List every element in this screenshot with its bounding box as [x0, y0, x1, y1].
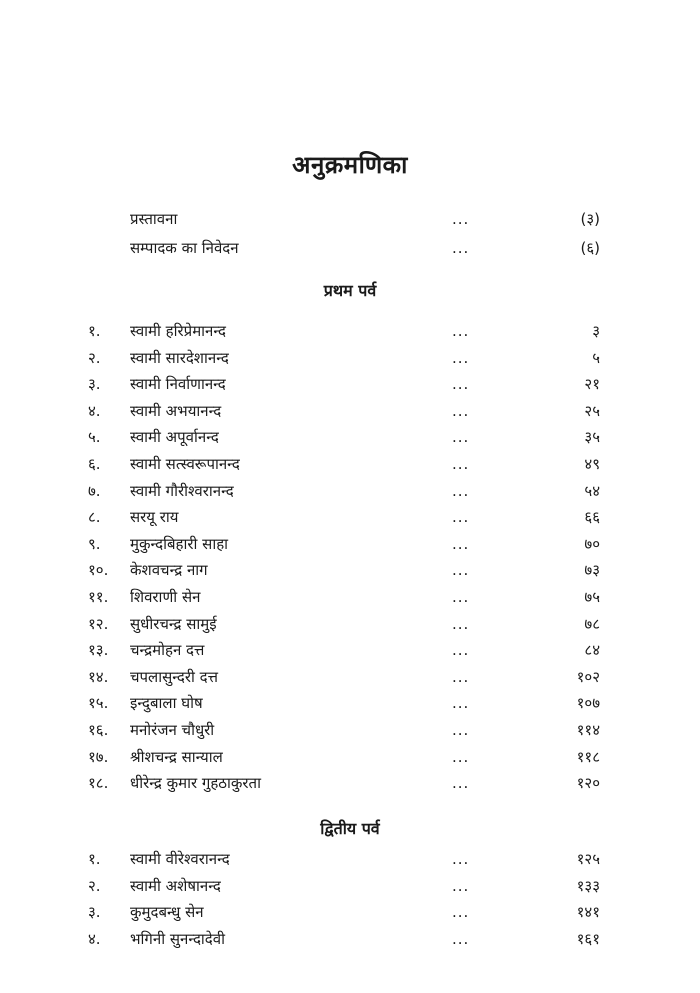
entry-number: १. [88, 322, 101, 340]
entry-leader-dots: ... [452, 850, 470, 868]
toc-entry[interactable] [0, 899, 700, 925]
entry-page-number: १२५ [576, 850, 600, 868]
entry-number: ९. [88, 534, 101, 553]
entry-title: भगिनी सुनन्दादेवी [130, 929, 225, 948]
toc-entry[interactable] [0, 345, 700, 371]
entry-page-number: (३) [580, 210, 600, 228]
entry-page-number: १२० [576, 774, 600, 793]
toc-entry[interactable] [0, 611, 700, 637]
entry-number: ३. [88, 903, 101, 922]
entry-page-number: ५४ [584, 481, 600, 500]
entry-title: प्रस्तावना [130, 210, 178, 228]
toc-entry[interactable] [0, 926, 700, 952]
entry-number: १२. [88, 614, 109, 633]
entry-page-number: ६६ [584, 508, 600, 527]
entry-page-number: ३ [592, 322, 600, 340]
entry-page-number: ११८ [576, 747, 600, 766]
entry-title: शिवराणी सेन [130, 588, 201, 606]
toc-entry[interactable] [0, 717, 700, 743]
entry-title: मनोरंजन चौधुरी [130, 721, 215, 739]
entry-leader-dots: ... [452, 876, 470, 895]
entry-leader-dots: ... [452, 348, 470, 367]
entry-leader-dots: ... [452, 774, 470, 793]
entry-number: १५. [88, 694, 109, 713]
section-heading-second: द्वितीय पर्व [320, 819, 380, 838]
entry-leader-dots: ... [452, 481, 470, 500]
entry-title: धीरेन्द्र कुमार गुहठाकुरता [130, 774, 261, 793]
entry-leader-dots: ... [452, 401, 470, 420]
entry-number: २. [88, 348, 101, 367]
entry-page-number: ११४ [576, 721, 600, 739]
entry-number: १०. [88, 561, 109, 580]
entry-number: २. [88, 876, 101, 895]
entry-page-number: १०२ [576, 667, 600, 686]
toc-entry[interactable] [0, 531, 700, 557]
entry-page-number: १४१ [576, 903, 600, 922]
entry-leader-dots: ... [452, 694, 470, 713]
entry-page-number: (६) [580, 239, 600, 257]
entry-number: १. [88, 850, 101, 868]
entry-title: स्वामी सत्स्वरूपानन्द [130, 455, 240, 473]
entry-title: स्वामी अपूर्वानन्द [130, 428, 219, 447]
entry-page-number: १३३ [576, 876, 600, 895]
entry-number: ४. [88, 401, 101, 420]
entry-title: स्वामी अभयानन्द [130, 401, 222, 420]
entry-leader-dots: ... [452, 428, 470, 447]
toc-entry[interactable] [0, 451, 700, 477]
entry-leader-dots: ... [452, 667, 470, 686]
entry-title: स्वामी निर्वाणानन्द [130, 375, 226, 394]
toc-entry[interactable] [0, 235, 700, 261]
entry-number: ३. [88, 375, 101, 394]
entry-page-number: २१ [584, 375, 600, 394]
entry-number: ४. [88, 929, 101, 948]
entry-page-number: ५ [592, 348, 600, 367]
toc-entry[interactable] [0, 744, 700, 770]
entry-leader-dots: ... [452, 903, 470, 922]
toc-entry[interactable] [0, 690, 700, 716]
entry-page-number: १६१ [576, 929, 600, 948]
entry-number: १७. [88, 747, 109, 766]
toc-entry[interactable] [0, 371, 700, 397]
entry-page-number: ७३ [584, 561, 600, 580]
entry-number: ११. [88, 588, 109, 606]
section-heading-first: प्रथम पर्व [323, 281, 377, 300]
entry-title: श्रीशचन्द्र सान्याल [130, 747, 223, 766]
entry-leader-dots: ... [452, 721, 470, 739]
entry-title: चन्द्रमोहन दत्त [130, 641, 205, 660]
entry-number: ५. [88, 428, 101, 447]
entry-leader-dots: ... [452, 210, 470, 228]
entry-title: मुकुन्दबिहारी साहा [130, 534, 229, 553]
entry-page-number: ७५ [584, 588, 600, 606]
entry-number: १३. [88, 641, 109, 660]
entry-title: चपलासुन्दरी दत्त [130, 667, 218, 686]
toc-entry[interactable] [0, 557, 700, 583]
entry-number: ७. [88, 481, 101, 500]
entry-page-number: ४९ [584, 455, 600, 473]
entry-page-number: ७८ [584, 614, 600, 633]
toc-entry[interactable] [0, 846, 700, 872]
entry-page-number: ७० [584, 534, 600, 553]
entry-title: स्वामी गौरीश्वरानन्द [130, 481, 234, 500]
entry-leader-dots: ... [452, 534, 470, 553]
entry-leader-dots: ... [452, 929, 470, 948]
toc-entry[interactable] [0, 206, 700, 232]
entry-leader-dots: ... [452, 375, 470, 394]
toc-entry[interactable] [0, 584, 700, 610]
entry-title: स्वामी अशेषानन्द [130, 876, 221, 895]
entry-number: ८. [88, 508, 101, 527]
entry-leader-dots: ... [452, 508, 470, 527]
entry-title: सरयू राय [130, 508, 179, 527]
entry-leader-dots: ... [452, 641, 470, 660]
entry-title: इन्दुबाला घोष [130, 694, 203, 713]
entry-title: सुधीरचन्द्र सामुई [130, 614, 217, 633]
toc-entry[interactable] [0, 318, 700, 344]
entry-leader-dots: ... [452, 747, 470, 766]
entry-leader-dots: ... [452, 561, 470, 580]
entry-title: स्वामी सारदेशानन्द [130, 348, 229, 367]
entry-title: स्वामी हरिप्रेमानन्द [130, 322, 226, 340]
entry-leader-dots: ... [452, 614, 470, 633]
entry-title: स्वामी वीरेश्वरानन्द [130, 850, 230, 868]
entry-number: ६. [88, 455, 101, 473]
entry-number: १४. [88, 667, 109, 686]
entry-leader-dots: ... [452, 588, 470, 606]
toc-entry[interactable] [0, 478, 700, 504]
entry-page-number: २५ [584, 401, 600, 420]
toc-entry[interactable] [0, 770, 700, 796]
toc-entry[interactable] [0, 873, 700, 899]
page-title: अनुक्रमणिका [292, 151, 408, 179]
entry-title: केशवचन्द्र नाग [130, 561, 208, 580]
toc-entry[interactable] [0, 424, 700, 450]
entry-title: कुमुदबन्धु सेन [130, 903, 204, 922]
entry-page-number: १०७ [576, 694, 600, 713]
entry-leader-dots: ... [452, 455, 470, 473]
toc-entry[interactable] [0, 664, 700, 690]
toc-entry[interactable] [0, 398, 700, 424]
entry-leader-dots: ... [452, 322, 470, 340]
entry-title: सम्पादक का निवेदन [130, 239, 239, 257]
entry-page-number: ८४ [584, 641, 600, 660]
entry-number: १६. [88, 721, 109, 739]
entry-page-number: ३५ [584, 428, 600, 447]
toc-entry[interactable] [0, 637, 700, 663]
entry-number: १८. [88, 774, 109, 793]
entry-leader-dots: ... [452, 239, 470, 257]
toc-entry[interactable] [0, 504, 700, 530]
